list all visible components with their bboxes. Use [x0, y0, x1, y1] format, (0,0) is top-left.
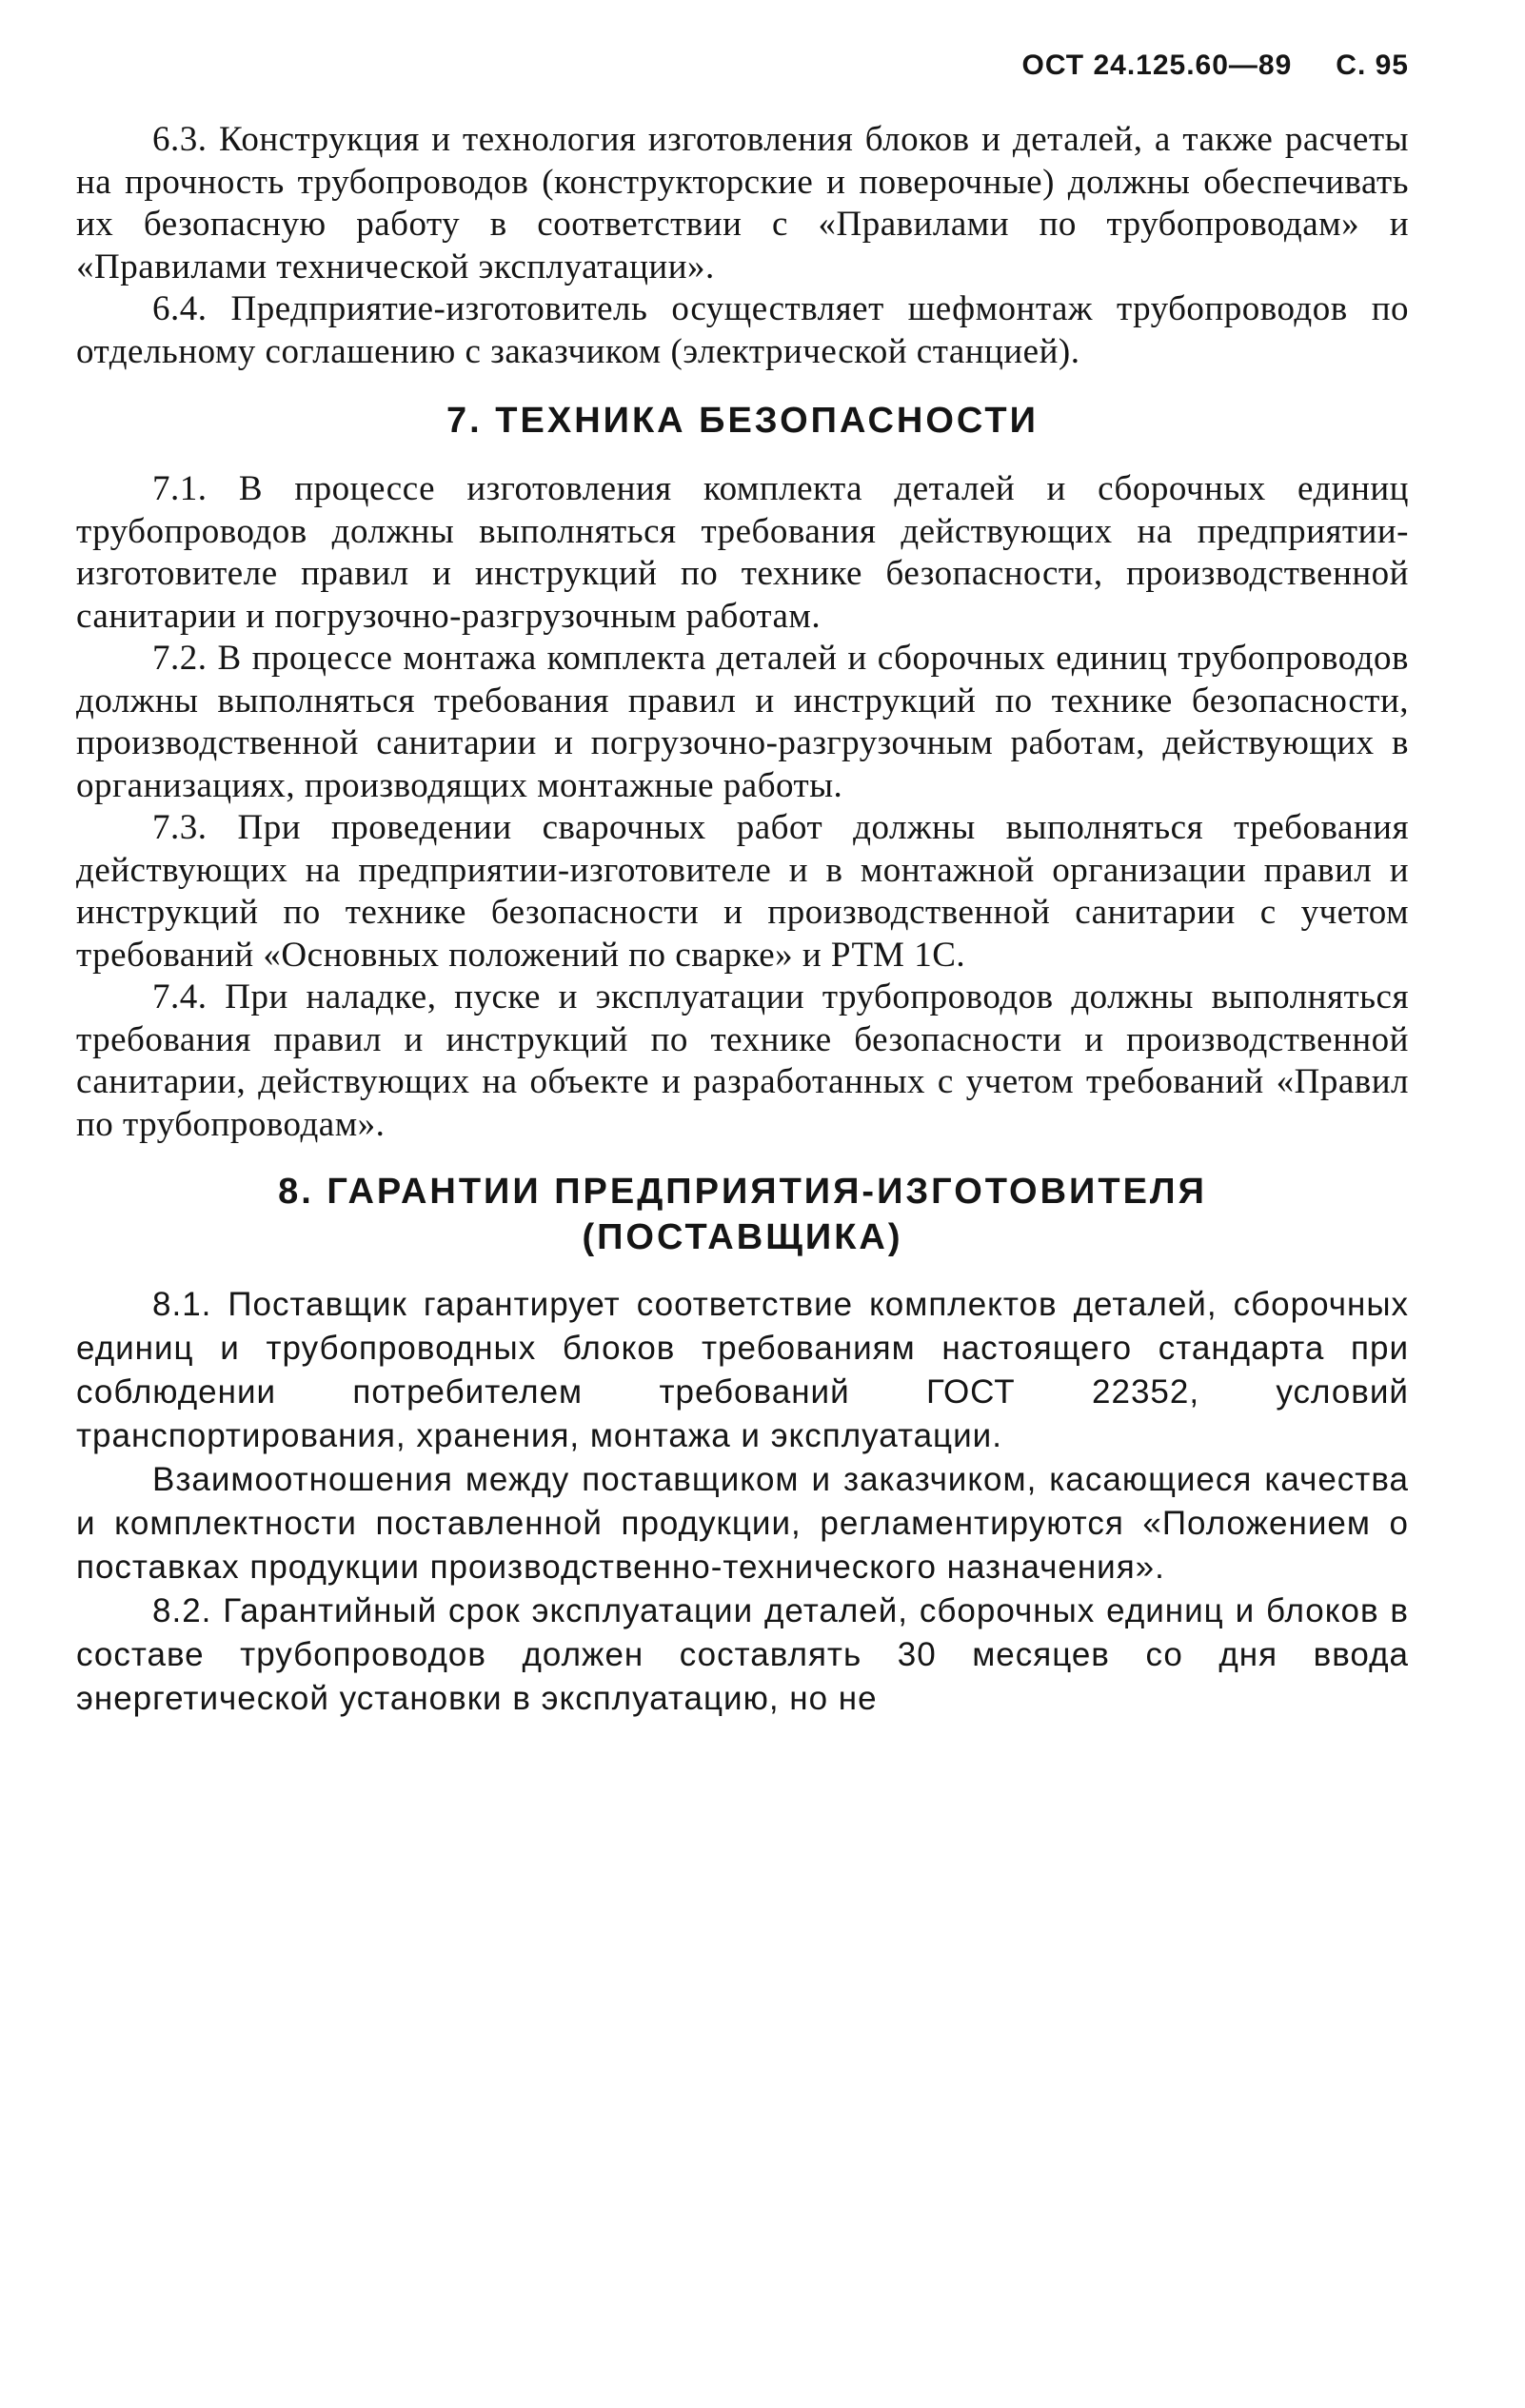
paragraph-7-1: 7.1. В процессе изготовления комплекта деталей и сборочных единиц трубопроводов должны выполняться требования действующих на предприятии-изготовителе правил и инструкций по технике безопасности, производственной санитарии и погрузочно-разгрузочным работам.: [76, 469, 1409, 636]
section-8-heading-line2: (ПОСТАВЩИКА): [582, 1217, 903, 1257]
section-7-heading: 7. ТЕХНИКА БЕЗОПАСНОСТИ: [446, 401, 1039, 441]
document-page: [76, 38, 1409, 2370]
section-8: [76, 1169, 1409, 1721]
section-8-heading-line1: 8. ГАРАНТИИ ПРЕДПРИЯТИЯ-ИЗГОТОВИТЕЛЯ: [278, 1172, 1207, 1212]
paragraph-6-4: 6.4. Предприятие-изготовитель осуществляет шефмонтаж трубопроводов по отдельному соглашению с заказчиком (электрической станцией).: [76, 289, 1409, 371]
section-7: [76, 398, 1409, 1146]
paragraph-7-2: 7.2. В процессе монтажа комплекта деталей и сборочных единиц трубопроводов должны выполняться требования правил и инструкций по технике безопасности, производственной санитарии и погрузочно-разгрузочным работам, действующих в организациях, производящих монтажные работы.: [76, 639, 1409, 805]
page-number: С. 95: [1336, 49, 1409, 81]
paragraph-8-2: 8.2. Гарантийный срок эксплуатации деталей, сборочных единиц и блоков в составе трубопроводов должен составлять 30 месяцев со дня ввода энергетической установки в эксплуатацию, но не: [76, 1592, 1409, 1717]
standard-number: ОСТ 24.125.60—89: [1021, 49, 1293, 81]
document-body: [76, 119, 1409, 1721]
paragraph-7-3: 7.3. При проведении сварочных работ должны выполняться требования действующих на предприятии-изготовителе и в монтажной организации правил и инструкций по технике безопасности и производственной санитарии с учетом требований «Основных положений по сварке» и РТМ 1С.: [76, 808, 1409, 975]
page-header: [1022, 49, 1409, 82]
paragraph-7-4: 7.4. При наладке, пуске и эксплуатации трубопроводов должны выполняться требования правил и инструкций по технике безопасности и производственной санитарии, действующих на объекте и разработанных с учетом требований «Правил по трубопроводам».: [76, 977, 1409, 1144]
section-6: [76, 119, 1409, 373]
section-8-heading: [76, 1169, 1409, 1260]
paragraph-6-3: 6.3. Конструкция и технология изготовления блоков и деталей, а также расчеты на прочность трубопроводов (конструкторские и поверочные) должны обеспечивать их безопасную работу в соответствии с «Правилами по трубопроводам» и «Правилами технической эксплуатации».: [76, 120, 1409, 286]
paragraph-8-1-continued: Взаимоотношения между поставщиком и заказчиком, касающиеся качества и комплектности поставленной продукции, регламентируются «Положением о поставках продукции производственно-технического назначения».: [76, 1461, 1409, 1586]
paragraph-8-1: 8.1. Поставщик гарантирует соответствие комплектов деталей, сборочных единиц и трубопроводных блоков требованиям настоящего стандарта при соблюдении потребителем требований ГОСТ 22352, условий транспортирования, хранения, монтажа и эксплуатации.: [76, 1286, 1409, 1454]
